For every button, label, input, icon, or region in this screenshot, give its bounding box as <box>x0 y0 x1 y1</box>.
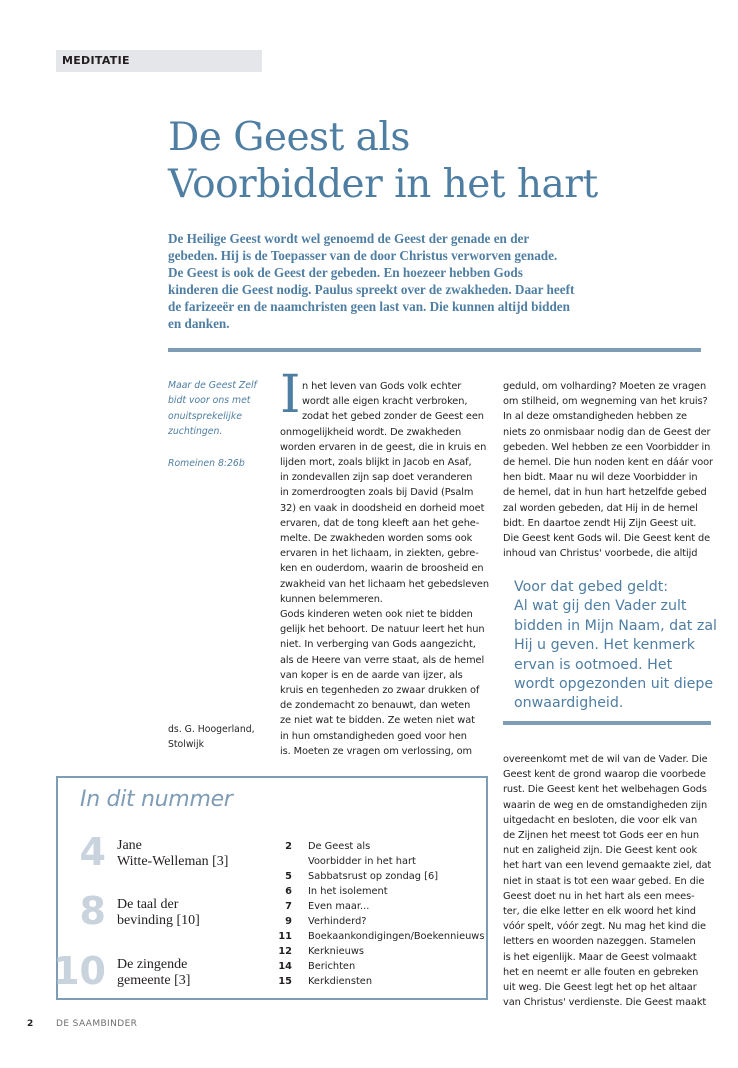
pull-quote-rule <box>503 721 711 725</box>
featured-article[interactable] <box>117 897 200 928</box>
body-line: Geest doet nu in het hart als een mees- <box>503 890 695 902</box>
intro-paragraph <box>168 230 708 332</box>
body-line: het hart van een levend gemaakte ziel, dat <box>503 860 712 872</box>
author-line: Stolwijk <box>168 739 204 751</box>
body-line: overeenkomt met de wil van de Vader. Die <box>503 754 708 765</box>
verse-line: zuchtingen. <box>168 425 223 437</box>
body-line: geduld, om volharding? Moeten ze vragen <box>503 381 707 392</box>
body-line: gelijk het behoort. De natuur leert het hun <box>280 624 485 636</box>
intro-line: gebeden. Hij is de Toepasser van de door Christus verworven genade. <box>168 248 558 263</box>
body-line: letters en woorden nazeggen. Stamelen <box>503 936 696 948</box>
toc-page-number: 7 <box>285 901 292 912</box>
body-line: ervaren in het lichaam, in ziekten, gebre- <box>280 548 479 560</box>
toc-page-number: 5 <box>285 871 292 882</box>
toc-page-number: 14 <box>278 961 292 972</box>
featured-page-number: 4 <box>79 830 106 874</box>
intro-line: De Geest is ook de Geest der gebeden. En hoezeer hebben Gods <box>168 265 523 280</box>
pull-quote-line: wordt opgezonden uit diepe <box>514 676 714 693</box>
featured-title-line: gemeente [3] <box>117 972 191 988</box>
body-line: als de Heere van verre staat, als de hemel <box>280 654 485 666</box>
footer-publication-name: DE SAAMBINDER <box>56 1019 138 1029</box>
toc-entry-title: Berichten <box>308 961 356 972</box>
body-line: de hemel. Die hun noden kent en dáár voor <box>503 457 713 469</box>
footer-page-number: 2 <box>27 1019 34 1029</box>
body-line: zodat het gebed zonder de Geest een <box>302 411 484 423</box>
body-line: het en neemt er alle fouten en gebreken <box>503 966 699 978</box>
body-line: gebeden. Wel hebben ze een Voorbidder in <box>503 441 711 453</box>
intro-line: en danken. <box>168 316 230 331</box>
verse-line: onuitsprekelijke <box>168 410 242 422</box>
body-line: ken en ouderdom, waarin de broosheid en <box>280 563 484 575</box>
body-line: kunnen belemmeren. <box>280 593 383 605</box>
toc-entry-title: Voorbidder in het hart <box>308 856 416 867</box>
body-line: om stilheid, om wegneming van het kruis? <box>503 396 708 408</box>
body-line: niets zo onmisbaar nodig dan de Geest der <box>503 426 711 438</box>
pull-quote <box>514 578 717 714</box>
toc-page-number: 2 <box>285 841 292 852</box>
toc-page-number: 12 <box>278 946 292 957</box>
body-line: hen bidt. Maar nu wil deze Voorbidder in <box>503 472 698 484</box>
title-line: De Geest als <box>168 115 410 160</box>
author-line: ds. G. Hoogerland, <box>168 724 255 735</box>
body-line: onmogelijkheid wordt. De zwakheden <box>280 426 462 438</box>
pull-quote-line: ervan is ootmoed. Het <box>514 656 673 673</box>
body-line: inhoud van Christus' voorbede, die altijd <box>503 548 698 560</box>
section-label <box>56 50 262 72</box>
featured-page-number: 8 <box>79 889 106 933</box>
body-line: worden ervaren in de geest, die in kruis en <box>280 441 487 453</box>
toc-page-number: 9 <box>285 916 292 927</box>
title-line: Voorbidder in het hart <box>168 162 598 207</box>
intro-line: De Heilige Geest wordt wel genoemd de Geest der genade en der <box>168 231 530 246</box>
body-line: zal worden gebeden, dat Hij in de hemel <box>503 502 698 514</box>
toc-entry-title: Even maar... <box>308 901 370 912</box>
verse-line: bidt voor ons met <box>168 395 251 407</box>
body-line: Gods kinderen weten ook niet te bidden <box>280 609 473 621</box>
intro-line: kinderen die Geest nodig. Paulus spreekt over de zwakheden. Daar heeft <box>168 282 575 297</box>
pull-quote-line: bidden in Mijn Naam, dat zal <box>514 617 717 634</box>
featured-title-line: Jane <box>117 838 142 853</box>
body-line: is het eigenlijk. Maar de Geest volmaakt <box>503 951 697 963</box>
featured-page-number: 10 <box>53 949 106 993</box>
toc-entry-title: Kerkdiensten <box>308 976 373 987</box>
pull-quote-line: Hij u geven. Het kenmerk <box>514 637 695 654</box>
body-line: melte. De zwakheden worden soms ook <box>280 533 473 545</box>
body-line: in zomerdroogten zoals bij David (Psalm <box>280 487 474 499</box>
body-line: zwakheid van het lichaam het gebedsleven <box>280 578 489 590</box>
verse-line: Maar de Geest Zelf <box>168 380 257 391</box>
body-column-middle <box>280 379 490 759</box>
featured-article[interactable] <box>117 838 228 869</box>
body-line: rust. Die Geest kent het welbehagen Gods <box>503 784 707 796</box>
toc-page-number: 6 <box>285 886 292 897</box>
toc-entry-title: De Geest als <box>308 841 371 852</box>
body-line: uitgedacht en besloten, die voor elk van <box>503 814 698 826</box>
drop-cap: I <box>280 365 301 425</box>
body-line: van Christus' verdienste. Die Geest maakt <box>503 997 707 1009</box>
article-title <box>168 114 708 208</box>
toc-page-number: 11 <box>278 931 292 942</box>
body-column-right-bottom <box>503 752 713 1010</box>
section-label-text: MEDITATIE <box>62 54 130 67</box>
toc-entry-title: In het isolement <box>308 886 388 897</box>
body-line: is. Moeten ze vragen om verlossing, om <box>280 745 472 757</box>
featured-title-line: De taal der <box>117 897 179 912</box>
featured-title-line: De zingende <box>117 957 188 972</box>
verse-quote <box>168 378 268 439</box>
body-line: lijden mort, zoals blijkt in Jacob en Asaf, <box>280 457 472 469</box>
pull-quote-line: Voor dat gebed geldt: <box>514 579 669 595</box>
body-line: wordt alle eigen kracht verbroken, <box>302 396 468 408</box>
body-line: de zondemacht zo benauwt, dan weten <box>280 700 471 712</box>
toc-heading: In dit nummer <box>80 787 233 812</box>
toc-entry-title: Verhinderd? <box>308 916 367 927</box>
featured-article[interactable] <box>117 957 190 988</box>
body-line: niet in staat is tot een waar gebed. En die <box>503 875 705 887</box>
body-line: uit weg. Die Geest legt het op het altaar <box>503 982 697 994</box>
body-line: In al deze omstandigheden hebben ze <box>503 411 687 423</box>
body-line: van koper is en de aarde van ijzer, als <box>280 669 463 681</box>
body-line: niet. In verberging van Gods aangezicht, <box>280 639 476 651</box>
toc-entry-title: Boekaankondigingen/Boekennieuws <box>308 931 485 942</box>
body-line: n het leven van Gods volk echter <box>302 381 462 392</box>
body-line: Geest kent de grond waarop die voorbede <box>503 769 706 781</box>
toc-entry-title: Kerknieuws <box>308 946 364 957</box>
pull-quote-line: onwaardigheid. <box>514 695 624 712</box>
body-line: nut en zaligheid zijn. Die Geest kent ook <box>503 845 698 857</box>
featured-title-line: bevinding [10] <box>117 912 200 928</box>
body-line: in hun omstandigheden goed voor hen <box>280 730 467 742</box>
body-line: 32) en vaak in doodsheid en dorheid moet <box>280 502 485 514</box>
body-line: de hemel, dat in hun hart hetzelfde gebed <box>503 487 707 499</box>
body-line: Die Geest kent Gods wil. Die Geest kent de <box>503 533 711 545</box>
intro-line: de farizeeër en de naamchristen geen last van. Die kunnen altijd bidden <box>168 299 570 314</box>
body-line: bidt. En daartoe zendt Hij Zijn Geest uit. <box>503 517 697 529</box>
body-line: waarin de weg en de omstandigheden zijn <box>503 799 708 811</box>
body-column-right-top <box>503 379 713 561</box>
pull-quote-line: Al wat gij den Vader zult <box>514 598 687 615</box>
verse-reference: Romeinen 8:26b <box>168 458 245 469</box>
body-line: kruis en tegenheden zo zwaar drukken of <box>280 685 480 697</box>
body-line: in zondevallen zijn sap doet veranderen <box>280 472 473 484</box>
author-byline <box>168 722 255 752</box>
body-line: ter, die elke letter en elk woord het kind <box>503 906 696 918</box>
toc-page-number: 15 <box>278 976 292 987</box>
body-line: ervaren, dat de tong kleeft aan het gehe- <box>280 517 480 529</box>
divider-rule <box>168 348 701 352</box>
body-line: ze niet wat te bidden. Ze weten niet wat <box>280 715 475 727</box>
body-line: de Zijnen het meest tot Gods eer en hun <box>503 830 700 842</box>
featured-title-line: Witte-Welleman [3] <box>117 853 229 869</box>
toc-entry-title: Sabbatsrust op zondag [6] <box>308 871 439 882</box>
body-line: vóór spelt, vóór zegt. Nu mag het kind die <box>503 921 706 933</box>
